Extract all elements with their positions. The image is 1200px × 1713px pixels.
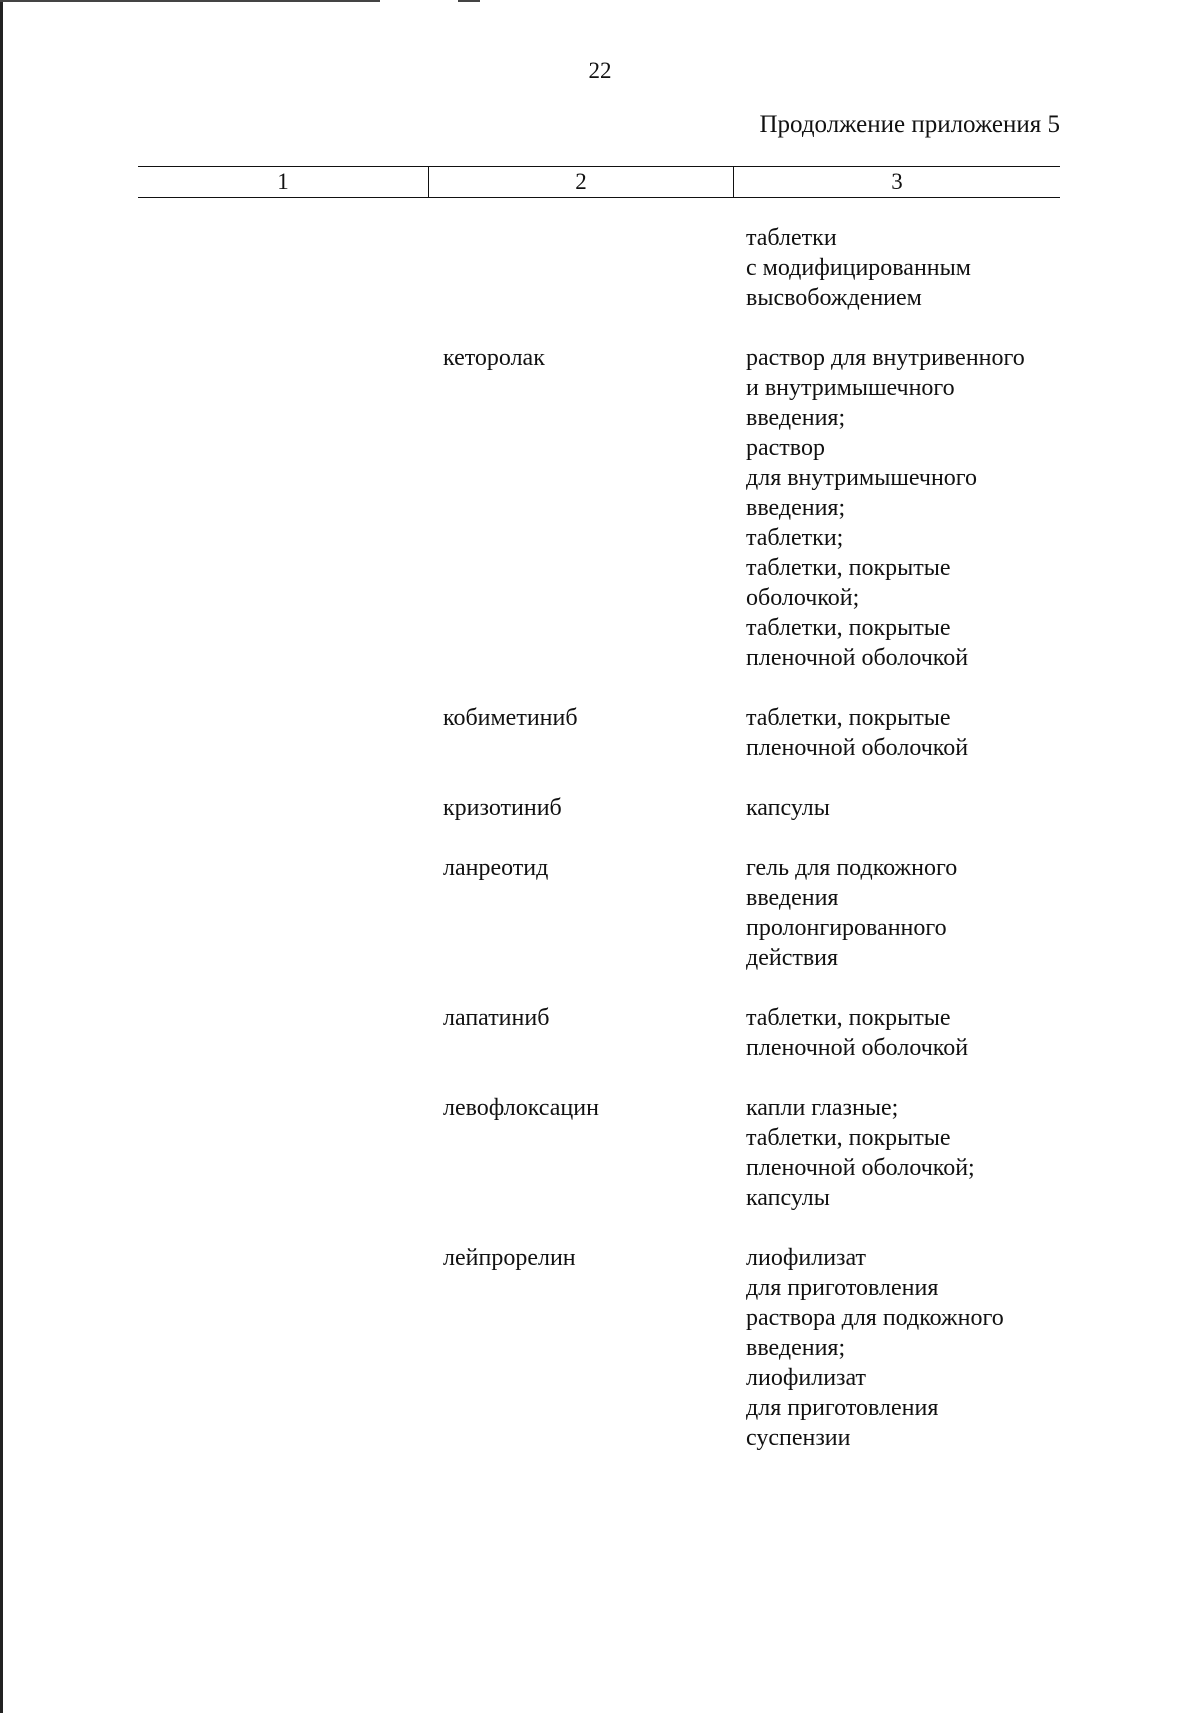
dosage-form-line: раствор для внутривенного <box>746 345 1025 371</box>
dosage-forms <box>746 793 1200 823</box>
table-row <box>0 1243 1200 1453</box>
table-row <box>0 703 1200 763</box>
dosage-forms <box>746 1003 1200 1063</box>
drug-name: лейпрорелин <box>443 1245 576 1271</box>
table-row <box>0 1093 1200 1213</box>
dosage-form-line: действия <box>746 945 839 971</box>
dosage-form-line: и внутримышечного <box>746 375 955 401</box>
dosage-form-line: раствора для подкожного <box>746 1305 1004 1331</box>
dosage-forms <box>746 703 1200 763</box>
continuation-heading: Продолжение приложения 5 <box>759 111 1060 138</box>
table-row <box>0 853 1200 973</box>
dosage-form-line: для приготовления <box>746 1395 939 1421</box>
dosage-forms <box>746 223 1200 313</box>
dosage-forms <box>746 1243 1200 1453</box>
dosage-form-line: суспензии <box>746 1425 851 1451</box>
dosage-form-line: пленочной оболочкой <box>746 735 969 761</box>
dosage-forms <box>746 1093 1200 1213</box>
dosage-form-line: введения; <box>746 405 846 431</box>
table-body <box>0 223 1200 1483</box>
dosage-form-line: таблетки, покрытые <box>746 1125 951 1151</box>
dosage-form-line: капли глазные; <box>746 1095 899 1121</box>
drug-name: ланреотид <box>443 855 549 881</box>
dosage-form-line: пленочной оболочкой <box>746 1035 969 1061</box>
dosage-form-line: капсулы <box>746 795 830 821</box>
dosage-form-line: таблетки, покрытые <box>746 1005 951 1031</box>
dosage-form-line: введения; <box>746 1335 846 1361</box>
dosage-forms <box>746 853 1200 973</box>
dosage-form-line: лиофилизат <box>746 1245 867 1271</box>
drug-name: левофлоксацин <box>443 1095 599 1121</box>
dosage-form-line: высвобождением <box>746 285 922 311</box>
dosage-form-line: лиофилизат <box>746 1365 867 1391</box>
dosage-form-line: гель для подкожного <box>746 855 958 881</box>
table-row <box>0 1003 1200 1063</box>
dosage-form-line: раствор <box>746 435 825 461</box>
dosage-form-line: таблетки, покрытые <box>746 615 951 641</box>
table-row <box>0 343 1200 673</box>
page-number: 22 <box>588 58 612 83</box>
dosage-form-line: введения; <box>746 495 846 521</box>
dosage-form-line: пленочной оболочкой <box>746 645 969 671</box>
table-row <box>0 793 1200 823</box>
dosage-form-line: введения <box>746 885 839 911</box>
dosage-form-line: с модифицированным <box>746 255 971 281</box>
header-col-1: 1 <box>138 167 429 197</box>
dosage-form-line: таблетки, покрытые <box>746 555 951 581</box>
dosage-form-line: капсулы <box>746 1185 830 1211</box>
drug-name: лапатиниб <box>443 1005 550 1031</box>
dosage-form-line: для внутримышечного <box>746 465 978 491</box>
header-col-3: 3 <box>891 169 903 194</box>
drug-name: кобиметиниб <box>443 705 578 731</box>
table-header <box>138 166 1060 198</box>
dosage-form-line: таблетки, покрытые <box>746 705 951 731</box>
dosage-form-line: для приготовления <box>746 1275 939 1301</box>
scan-artifact <box>0 0 380 2</box>
scan-artifact <box>458 0 480 2</box>
drug-name: кризотиниб <box>443 795 562 821</box>
dosage-form-line: оболочкой; <box>746 585 860 611</box>
dosage-form-line: пролонгированного <box>746 915 947 941</box>
dosage-forms <box>746 343 1200 673</box>
table-row <box>0 223 1200 313</box>
header-col-2: 2 <box>429 167 734 197</box>
dosage-form-line: пленочной оболочкой; <box>746 1155 975 1181</box>
drug-name: кеторолак <box>443 345 545 371</box>
dosage-form-line: таблетки <box>746 225 837 251</box>
dosage-form-line: таблетки; <box>746 525 844 551</box>
